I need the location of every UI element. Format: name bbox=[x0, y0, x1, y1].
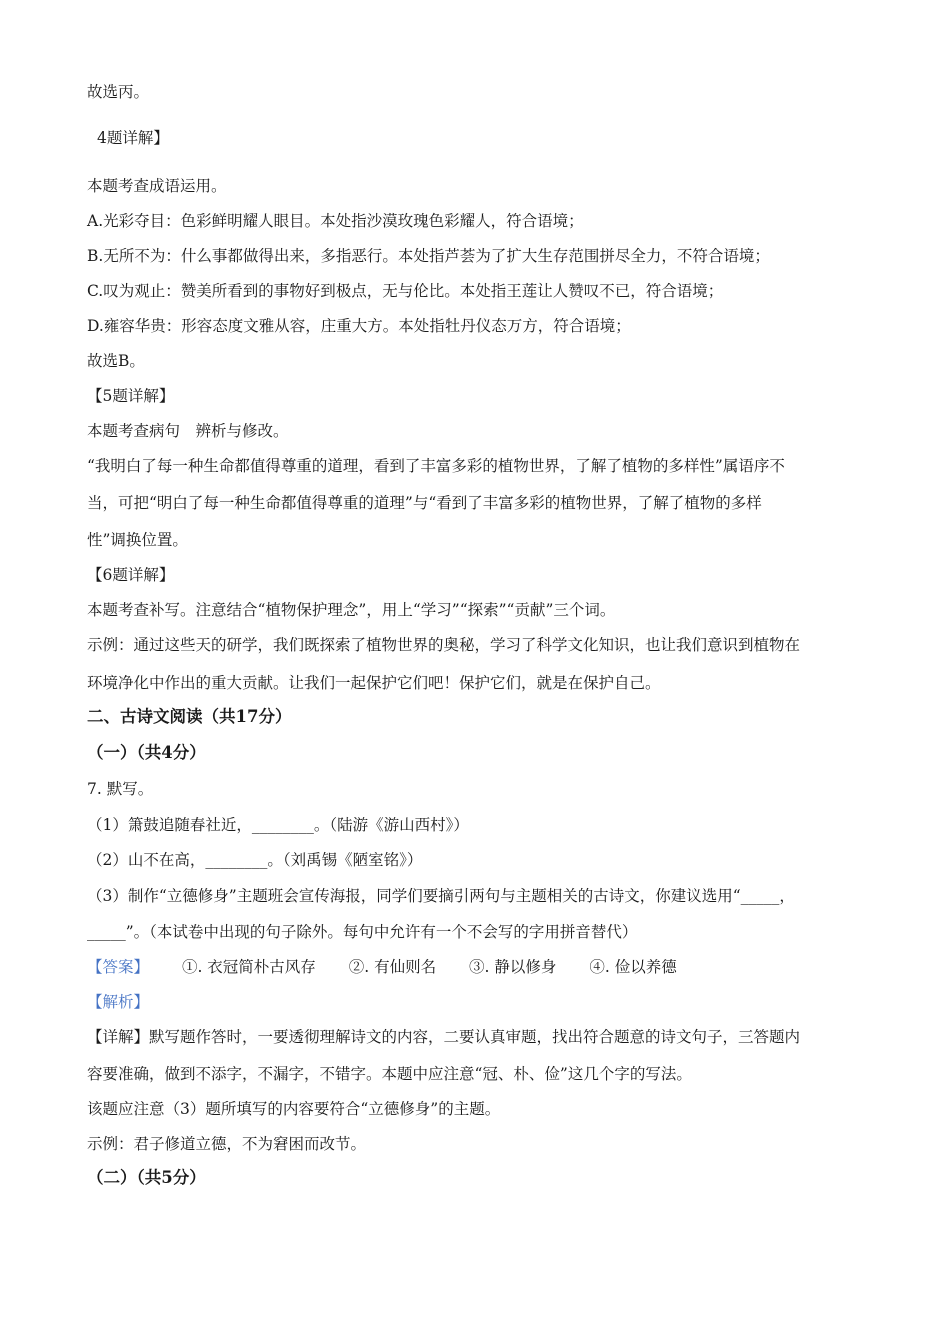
text-line: 本题考查补写。注意结合“植物保护理念”，用上“学习”“探索”“贡献”三个词。 bbox=[87, 601, 616, 619]
text-line: 本题考查病句 辨析与修改。 bbox=[87, 422, 289, 440]
text-line: B.无所不为：什么事都做得出来，多指恶行。本处指芦荟为了扩大生存范围拼尽全力，不符合语境； bbox=[87, 247, 770, 265]
text-line: 环境净化中作出的重大贡献。让我们一起保护它们吧！保护它们，就是在保护自己。 bbox=[87, 674, 661, 692]
text-line: 本题考查成语运用。 bbox=[87, 177, 227, 195]
text-line: 性”调换位置。 bbox=[87, 531, 188, 549]
section-heading: 【5题详解】 bbox=[87, 387, 175, 405]
text-line: C.叹为观止：赞美所看到的事物好到极点，无与伦比。本处指王莲让人赞叹不已，符合语境； bbox=[87, 282, 724, 300]
subpart-title: （二）（共5分） bbox=[87, 1168, 206, 1187]
analysis-label: 【解析】 bbox=[87, 993, 150, 1011]
answer-item: ③. 静以修身 bbox=[469, 958, 557, 976]
text-line: A.光彩夺目：色彩鲜明耀人眼目。本处指沙漠玫瑰色彩耀人，符合语境； bbox=[87, 212, 584, 230]
text-line: “我明白了每一种生命都值得尊重的道理，看到了丰富多彩的植物世界，了解了植物的多样性”属语序不 bbox=[87, 457, 785, 475]
answer-label: 【答案】 bbox=[87, 958, 150, 976]
text-line: 示例：君子修道立德，不为窘困而改节。 bbox=[87, 1135, 367, 1153]
question-item: _____”。（本试卷中出现的句子除外。每句中允许有一个不会写的字用拼音替代） bbox=[87, 923, 638, 941]
subpart-title: （一）（共4分） bbox=[87, 743, 206, 762]
section-heading: 4题详解】 bbox=[97, 129, 169, 147]
text-line: 示例：通过这些天的研学，我们既探索了植物世界的奥秘，学习了科学文化知识，也让我们意识到植物在 bbox=[87, 636, 801, 654]
text-line: 容要准确，做到不添字，不漏字，不错字。本题中应注意“冠、朴、俭”这几个字的写法。 bbox=[87, 1065, 692, 1083]
question-stem: 7. 默写。 bbox=[87, 780, 154, 798]
part-title: 二、古诗文阅读（共17分） bbox=[87, 707, 292, 726]
text-line: 当，可把“明白了每一种生命都值得尊重的道理”与“看到了丰富多彩的植物世界，了解了植物的多样 bbox=[87, 494, 762, 512]
answer-item: ④. 俭以养德 bbox=[589, 958, 677, 976]
text-line: 【详解】默写题作答时，一要透彻理解诗文的内容，二要认真审题，找出符合题意的诗文句子，三答题内 bbox=[87, 1028, 801, 1046]
section-heading: 【6题详解】 bbox=[87, 566, 175, 584]
text-line: 故选丙。 bbox=[87, 83, 150, 101]
question-item: （3）制作“立德修身”主题班会宣传海报，同学们要摘引两句与主题相关的古诗文，你建议选用“_____， bbox=[87, 887, 795, 905]
text-line: 故选B。 bbox=[87, 352, 145, 370]
question-item: （1）箫鼓追随春社近，________。（陆游《游山西村》） bbox=[87, 816, 469, 834]
question-item: （2）山不在高，________。（刘禹锡《陋室铭》） bbox=[87, 851, 423, 869]
text-line: D.雍容华贵：形容态度文雅从容，庄重大方。本处指牡丹仪态万方，符合语境； bbox=[87, 317, 631, 335]
answer-item: ①. 衣冠简朴古风存 bbox=[181, 958, 316, 976]
answer-item: ②. 有仙则名 bbox=[348, 958, 437, 976]
answer-row bbox=[87, 957, 677, 977]
text-line: 该题应注意（3）题所填写的内容要符合“立德修身”的主题。 bbox=[87, 1100, 501, 1118]
